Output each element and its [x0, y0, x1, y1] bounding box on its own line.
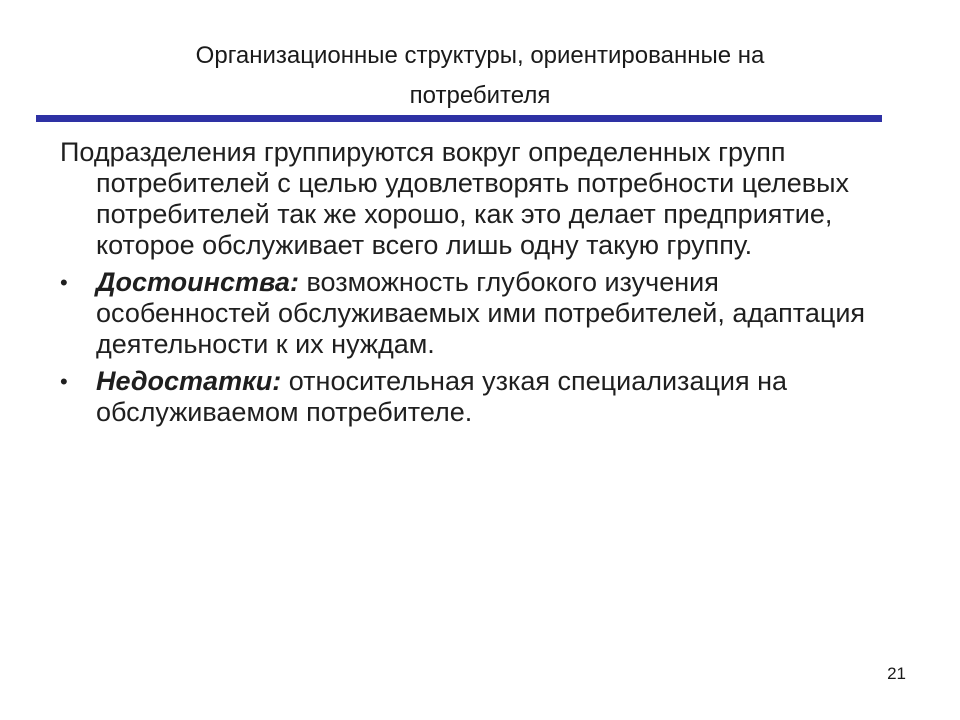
intro-paragraph: Подразделения группируются вокруг определенных групп потребителей с целью удовлетворять потребности целевых потребителей так же хорошо, как это делает предприятие, которое обслуживает всего лишь одну такую группу. — [60, 137, 850, 260]
page-number: 21 — [887, 664, 906, 683]
advantages-term: Достоинства: — [96, 267, 299, 297]
title-divider — [36, 115, 882, 122]
bullet-advantages — [60, 267, 900, 360]
slide-title-line-2: потребителя — [409, 82, 551, 109]
slide-title-line-1: Организационные структуры, ориентированные на — [195, 42, 765, 69]
advantages-text: возможность глубокого изучения особенностей обслуживаемых ими потребителей, адаптация деятельности к их нуждам. — [96, 267, 866, 359]
disadvantages-text: относительная узкая специализация на обслуживаемом потребителе. — [96, 366, 788, 427]
bullet-icon: • — [60, 369, 68, 394]
slide-body — [60, 137, 900, 434]
slide-title — [80, 36, 880, 116]
bullet-disadvantages — [60, 366, 900, 428]
disadvantages-term: Недостатки: — [96, 366, 282, 396]
bullet-icon: • — [60, 270, 68, 295]
